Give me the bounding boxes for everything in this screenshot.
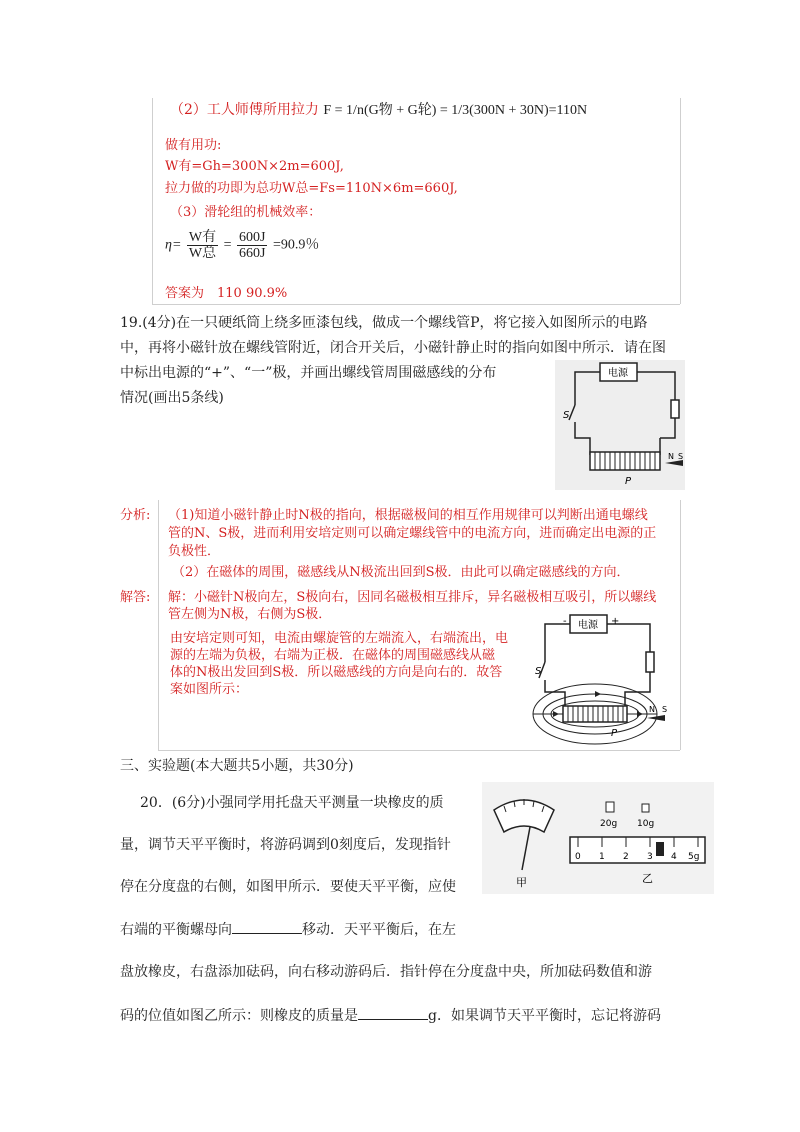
analysis-p1-line3: 负极性． bbox=[168, 544, 221, 559]
q20-line6-post: g．如果调节天平平衡时，忘记将游码 bbox=[428, 1008, 661, 1024]
q20-line6-pre: 码的位值如图乙所示：则橡皮的质量是 bbox=[120, 1008, 358, 1024]
solution-label: 解答: bbox=[120, 590, 151, 605]
eta-number-fraction bbox=[237, 230, 267, 261]
rider-scale bbox=[570, 837, 705, 863]
q19-line3: 中标出电源的“+”、“一”极，并画出螺线管周围磁感线的分布 bbox=[120, 365, 497, 381]
answer-frame-bottom bbox=[152, 304, 680, 305]
field-arrow-right bbox=[637, 711, 643, 717]
weight-10g-label: 10g bbox=[637, 819, 655, 829]
sol-wire-top-left bbox=[545, 624, 570, 662]
eta-num-top: 600J bbox=[239, 230, 266, 245]
q20-line4 bbox=[120, 919, 456, 940]
force-formula: F = 1/n(G物 + G轮) = 1/3(300N + 30N)=110N bbox=[323, 103, 588, 118]
force-label: （2）工人师傅所用拉力 bbox=[170, 102, 319, 118]
q20-line5: 盘放橡皮，右盘添加砝码，向右移动游码后．指针停在分度盘中央，所加砝码数值和游 bbox=[120, 964, 652, 980]
q19-switch-label: S bbox=[563, 410, 570, 421]
tick-1: 1 bbox=[599, 852, 605, 862]
eta-symbol: η= bbox=[165, 237, 182, 253]
solution-para-line2: 源的左端为负极，右端为正极．在磁体的周围磁感线从磁 bbox=[170, 648, 496, 663]
eta-frac-top: W有 bbox=[188, 230, 217, 245]
q19-coil-label: P bbox=[625, 476, 632, 487]
q19-circuit-figure bbox=[555, 360, 685, 490]
weight-20g bbox=[606, 802, 614, 812]
label-yi: 乙 bbox=[642, 872, 653, 885]
q19-line2: 中，再将小磁针放在螺线管附近，闭合开关后，小磁针静止时的指向如图中所示．请在图 bbox=[120, 340, 666, 356]
efficiency-heading: （3）滑轮组的机械效率： bbox=[170, 205, 322, 220]
q19-line4: 情况(画出5条线) bbox=[120, 390, 224, 406]
q19-needle-s: S bbox=[678, 452, 684, 461]
eta-frac-bottom: W总 bbox=[188, 246, 217, 261]
tick-3: 3 bbox=[647, 852, 653, 862]
q19-line1: 19.(4分)在一只硬纸筒上绕多匝漆包线，做成一个螺线管P，将它接入如图所示的电路 bbox=[120, 315, 648, 331]
solution-line1: 解：小磁针N极向左，S极向右，因同名磁极相互排斥，异名磁极相互吸引，所以螺线 bbox=[168, 590, 657, 605]
eta-result: =90.9％ bbox=[272, 237, 320, 253]
sol-minus-label: - bbox=[563, 616, 567, 627]
tick-0: 0 bbox=[575, 852, 581, 862]
solution-para-line1: 由安培定则可知，电流由螺旋管的左端流入，右端流出，电 bbox=[170, 631, 509, 646]
analysis-p2: （2）在磁体的周围，磁感线从N极流出回到S极．由此可以确定磁感线的方向． bbox=[172, 565, 630, 580]
solution-para-line4: 案如图所示： bbox=[170, 682, 249, 697]
field-arrow-top bbox=[595, 691, 601, 697]
useful-work-equation: W有=Gh=300N×2m=600J, bbox=[165, 159, 344, 174]
sol-power-label: 电源 bbox=[578, 620, 598, 631]
analysis-p1-line1: （1)知道小磁针静止时N极的指向，根据磁极间的相互作用规律可以判断出通电螺线 bbox=[168, 508, 648, 523]
solution-frame-left bbox=[158, 500, 159, 750]
total-work-equation: 拉力做的功即为总功W总=Fs=110N×6m=660J, bbox=[165, 181, 458, 196]
q19-resistor bbox=[671, 400, 679, 418]
answer-frame-right bbox=[680, 98, 681, 304]
sol-plus-label: + bbox=[611, 616, 620, 627]
solution-line2: 管左侧为N极，右侧为S极． bbox=[168, 607, 332, 622]
tick-5g: 5g bbox=[688, 852, 700, 862]
sol-switch-label: S bbox=[535, 666, 542, 677]
solution-frame-bottom bbox=[158, 750, 680, 751]
q19-power-label: 电源 bbox=[608, 368, 628, 379]
q20-line4-post: 移动．天平平衡后，在左 bbox=[302, 922, 456, 938]
solution-para-line3: 体的N极出发回到S极．所以磁感线的方向是向右的．故答 bbox=[170, 665, 503, 680]
q19-needle-n: N bbox=[668, 452, 674, 461]
prev-answer: 答案为 110 90.9% bbox=[165, 286, 288, 301]
sol-wire-top-right bbox=[607, 624, 650, 652]
tick-2: 2 bbox=[623, 852, 629, 862]
eta-equals: = bbox=[223, 237, 232, 253]
q20-line1: 20．(6分)小强同学用托盘天平测量一块橡皮的质 bbox=[140, 795, 444, 811]
sol-needle-s: S bbox=[662, 705, 668, 714]
useful-work-heading: 做有用功: bbox=[165, 138, 222, 153]
sol-needle-n: N bbox=[649, 705, 655, 714]
rider-marker bbox=[656, 842, 664, 856]
answer-frame-left bbox=[152, 98, 153, 304]
solution-circuit-figure bbox=[525, 612, 675, 750]
eta-work-fraction bbox=[187, 230, 218, 261]
sol-wire-left bbox=[545, 680, 565, 706]
sol-resistor bbox=[646, 652, 654, 672]
force-line bbox=[170, 100, 587, 121]
analysis-p1-line2: 管的N、S极，进而利用安培定则可以确定螺线管中的电流方向，进而确定出电源的正 bbox=[168, 526, 657, 541]
field-arrow-left bbox=[553, 711, 559, 717]
weight-20g-label: 20g bbox=[600, 819, 618, 829]
weight-10g bbox=[642, 804, 649, 812]
direction-blank[interactable] bbox=[232, 919, 302, 934]
q20-line2: 量，调节天平平衡时，将游码调到0刻度后，发现指针 bbox=[120, 837, 451, 853]
mass-blank[interactable] bbox=[358, 1005, 428, 1020]
eta-num-bottom: 660J bbox=[239, 246, 266, 261]
section3-heading: 三、实验题(本大题共5小题，共30分) bbox=[120, 758, 354, 774]
tick-4: 4 bbox=[671, 852, 677, 862]
efficiency-formula bbox=[165, 230, 319, 261]
analysis-label: 分析: bbox=[120, 508, 151, 523]
sol-coil-label: P bbox=[611, 728, 618, 739]
q20-line3: 停在分度盘的右侧，如图甲所示．要使天平平衡，应使 bbox=[120, 879, 456, 895]
q20-line6 bbox=[120, 1005, 661, 1026]
q20-line4-pre: 右端的平衡螺母向 bbox=[120, 922, 232, 938]
label-jia: 甲 bbox=[516, 876, 527, 889]
q20-balance-figure bbox=[482, 782, 714, 894]
solution-frame-right bbox=[680, 500, 681, 750]
